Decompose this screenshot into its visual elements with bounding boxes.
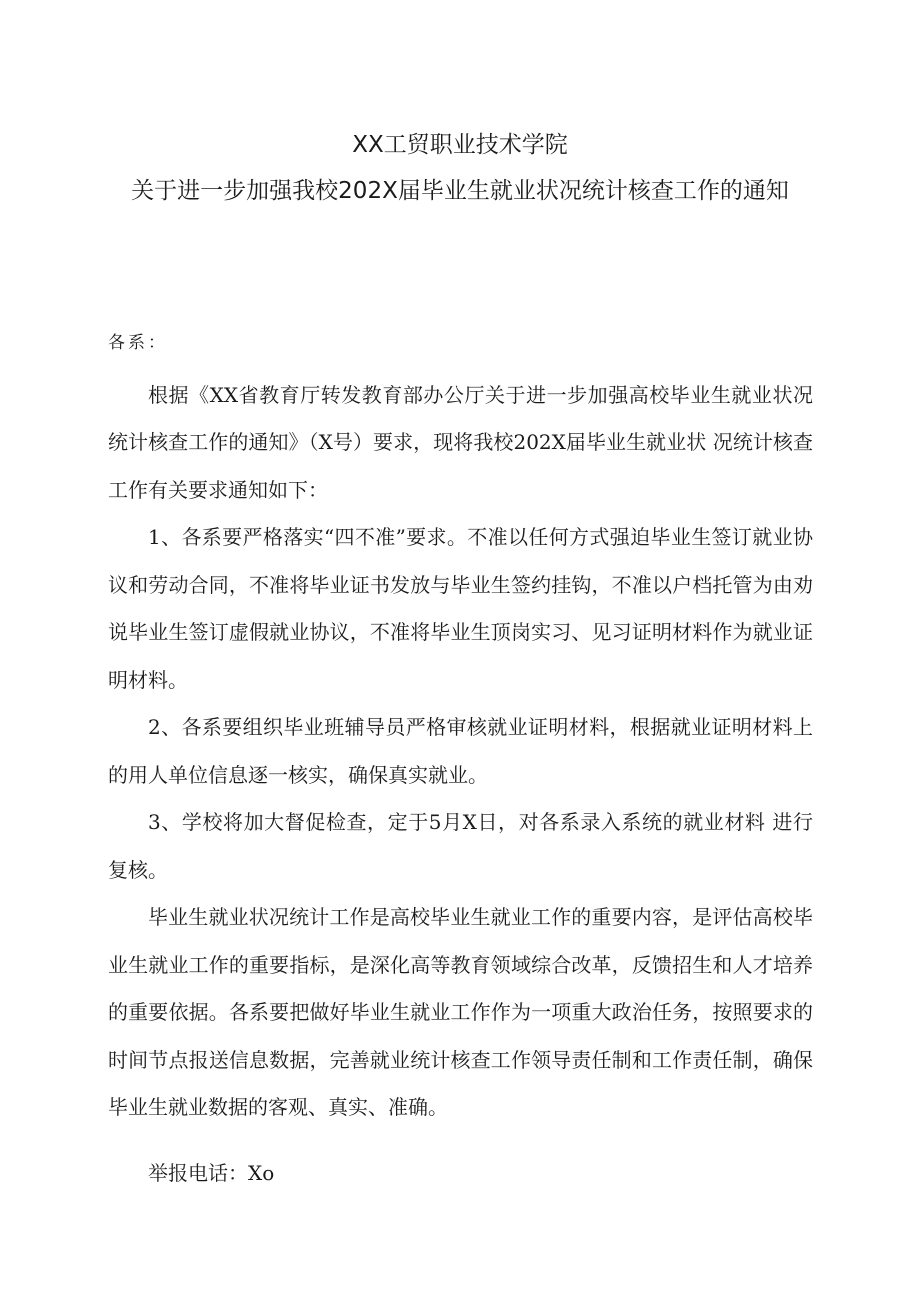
hotline: 举报电话：Xo [148, 1160, 275, 1185]
paragraph-item-3: 3、学校将加大督促检查，定于5月X日，对各系录入系统的就业材料 进行复核。 [108, 810, 813, 882]
paragraph-item-1: 1、各系要严格落实“四不准”要求。不准以任何方式强迫毕业生签订就业协议和劳动合同，不准将毕业证书发放与毕业生签约挂钩，不准以户档托管为由劝说毕业生签订虚假就业协议，不准将毕业生顶岗实习、见习证明材料作为就业证明材料。 [108, 525, 813, 692]
document-title [0, 122, 920, 214]
paragraph-summary: 毕业生就业状况统计工作是高校毕业生就业工作的重要内容，是评估高校毕业生就业工作的重要指标，是深化高等教育领域综合改革，反馈招生和人才培养的重要依据。各系要把做好毕业生就业工作作为一项重大政治任务，按照要求的时间节点报送信息数据，完善就业统计核查工作领导责任制和工作责任制，确保毕业生就业数据的客观、真实、准确。 [108, 905, 813, 1119]
notice-title: 关于进一步加强我校202X届毕业生就业状况统计核查工作的通知 [131, 178, 789, 204]
paragraph-item-2: 2、各系要组织毕业班辅导员严格审核就业证明材料，根据就业证明材料上的用人单位信息逐一核实，确保真实就业。 [108, 715, 813, 787]
document-body [108, 320, 813, 1197]
salutation: 各系： [108, 333, 168, 353]
institution-name: XX工贸职业技术学院 [352, 132, 568, 158]
paragraph-intro: 根据《XX省教育厅转发教育部办公厅关于进一步加强高校毕业生就业状况统计核查工作的通知》（X号）要求，现将我校202X届毕业生就业状 况统计核查工作有关要求通知如下： [108, 382, 813, 502]
